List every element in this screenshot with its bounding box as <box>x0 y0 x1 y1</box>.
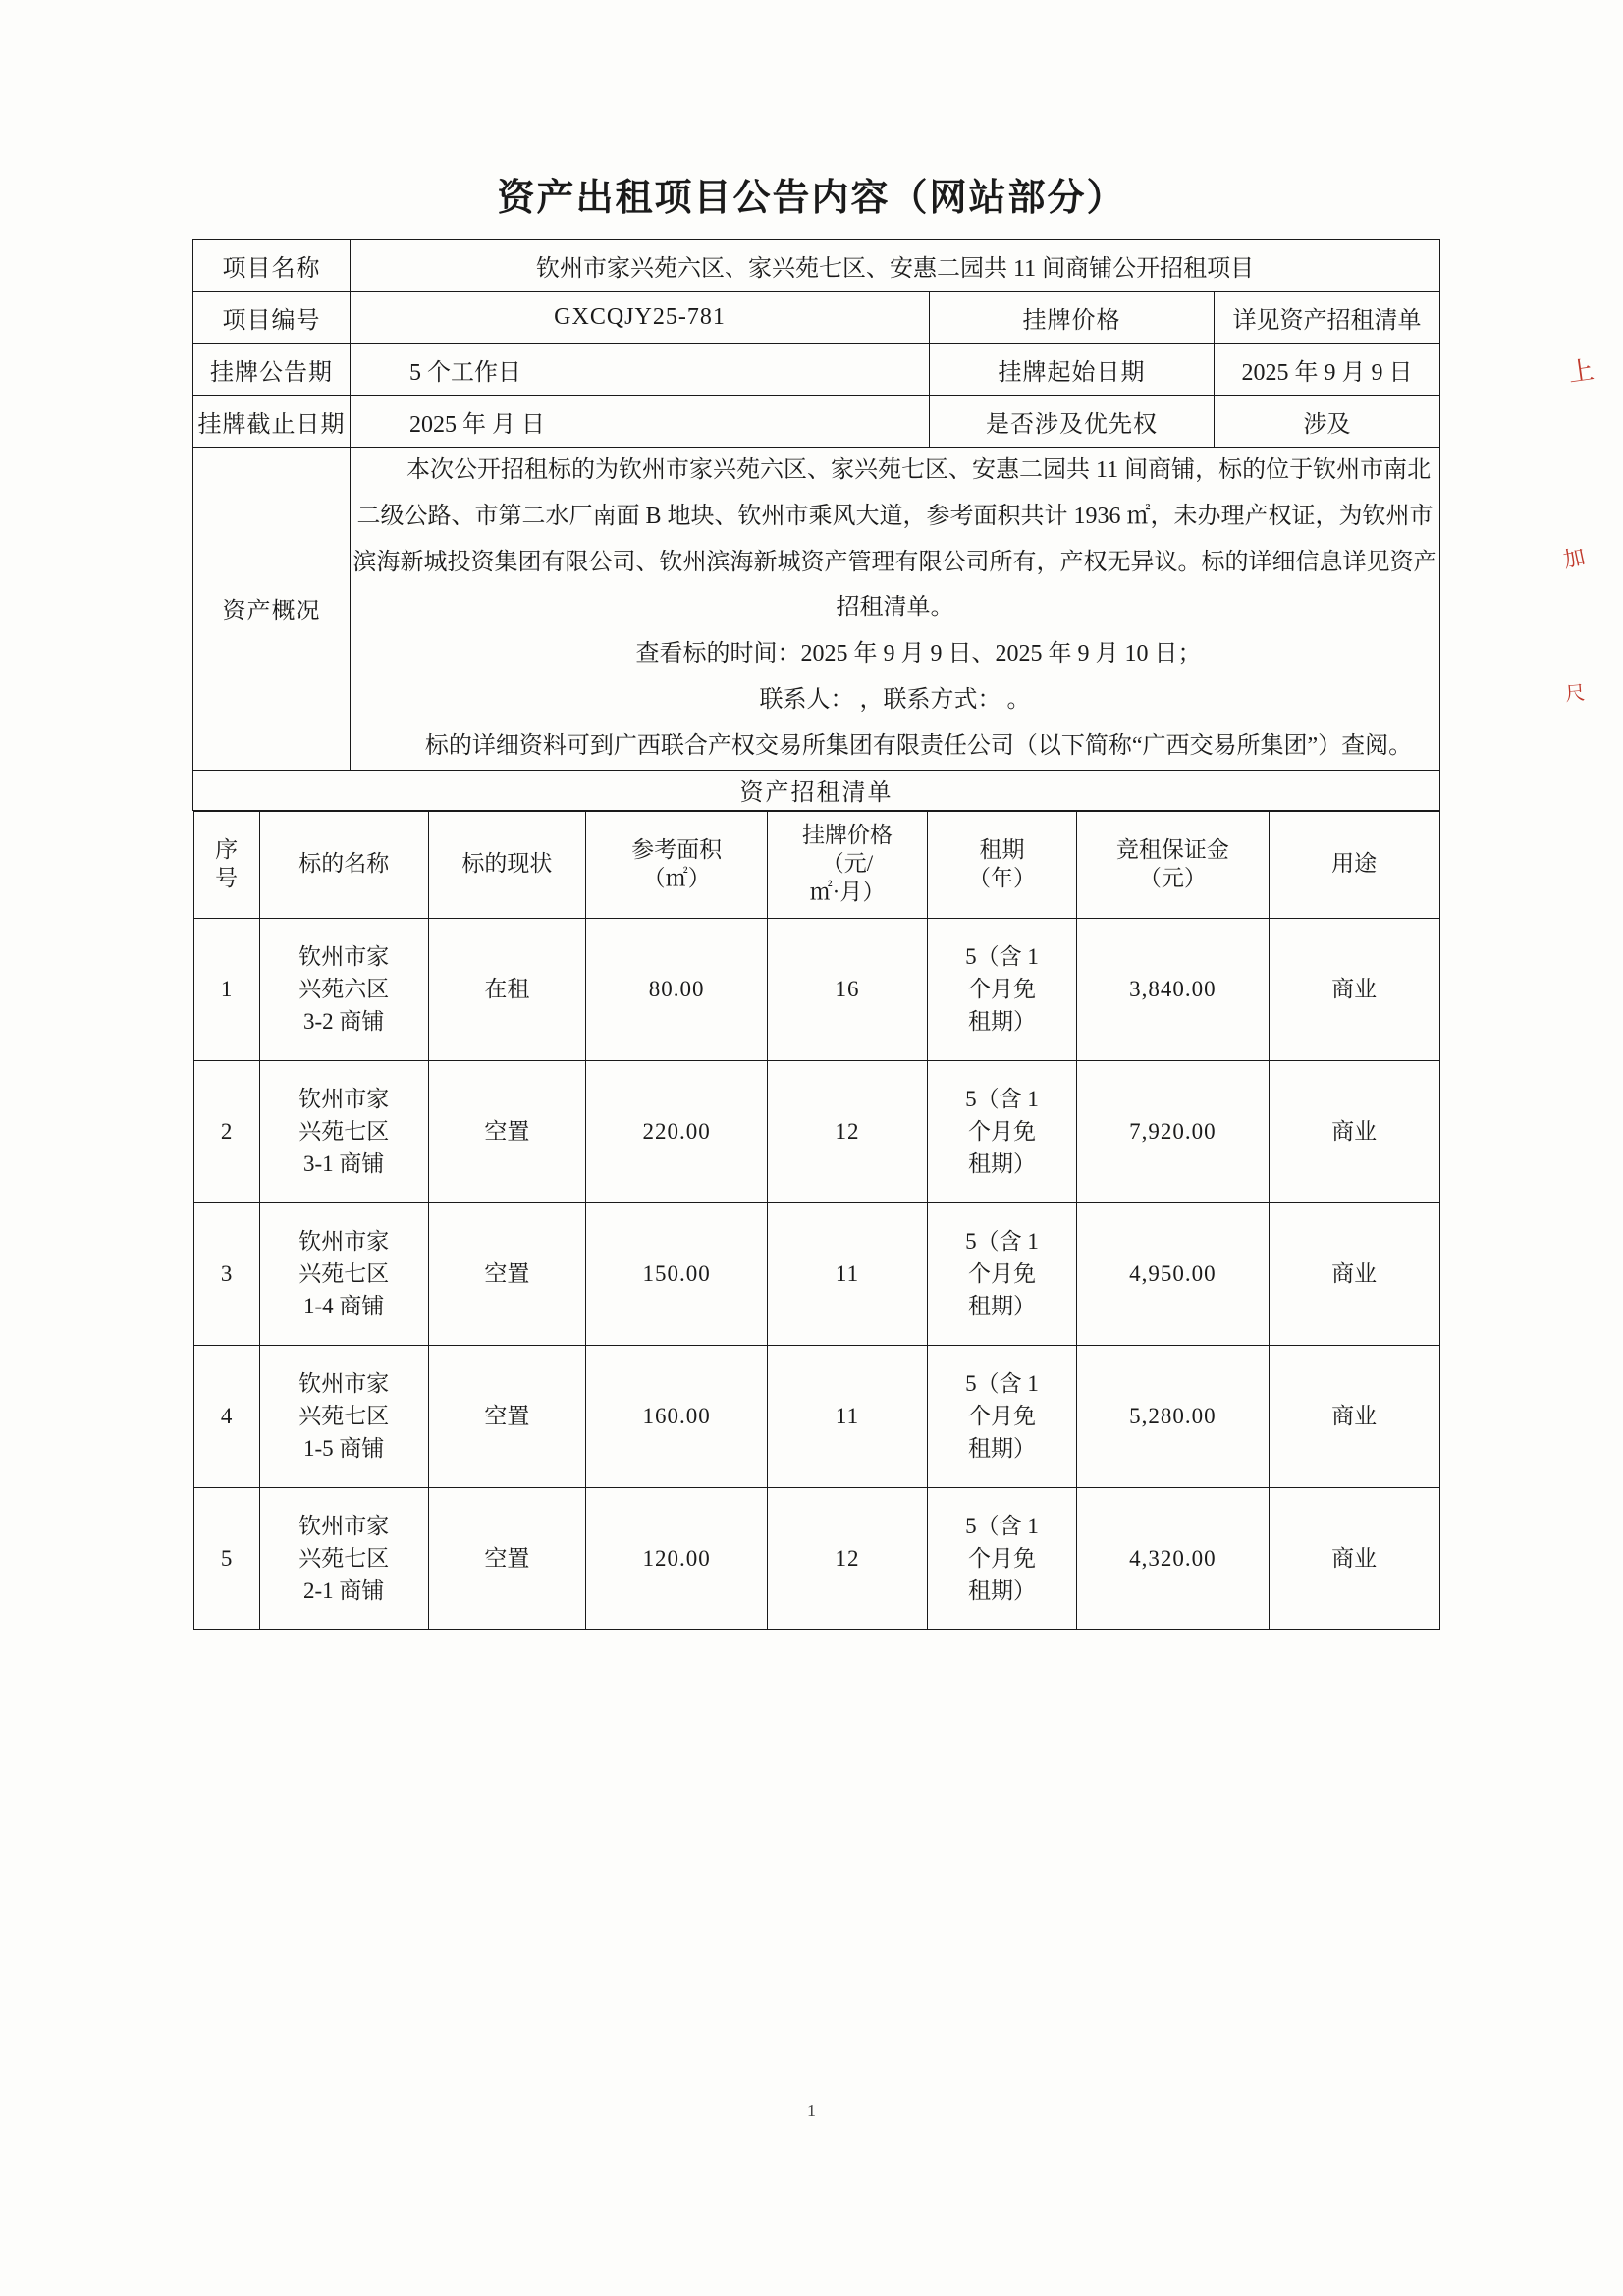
cell-name <box>259 1487 428 1629</box>
margin-annotation-2: 加 <box>1560 543 1588 572</box>
cell-area: 150.00 <box>586 1202 768 1345</box>
cell-name-line3: 1-5 商铺 <box>302 1436 385 1462</box>
cell-name-line2: 兴苑七区 <box>298 1545 390 1571</box>
notice-period-value: 5 个工作日 <box>351 344 930 396</box>
cell-name <box>259 1202 428 1345</box>
col-header-deposit <box>1077 811 1270 918</box>
table-row <box>193 1202 1439 1345</box>
announcement-table <box>192 239 1440 1630</box>
col-header-deposit-line1: 竞租保证金 <box>1115 836 1229 862</box>
cell-seq: 2 <box>193 1060 259 1202</box>
col-header-price-line1: 挂牌价格 <box>802 823 893 848</box>
col-header-status: 标的现状 <box>428 811 586 918</box>
cell-term <box>927 1202 1076 1345</box>
col-header-price-line2: （元/ <box>821 851 874 877</box>
project-name-value: 钦州市家兴苑六区、家兴苑七区、安惠二园共 11 间商铺公开招租项目 <box>351 240 1440 292</box>
cell-status: 空置 <box>428 1060 586 1202</box>
start-date-label: 挂牌起始日期 <box>930 344 1215 396</box>
page-number: 1 <box>807 2101 816 2120</box>
cell-name-line2: 兴苑七区 <box>298 1403 390 1428</box>
cell-term-line3: 租期） <box>968 1151 1037 1177</box>
cell-status: 空置 <box>428 1202 586 1345</box>
listing-price-value: 详见资产招租清单 <box>1215 292 1440 344</box>
asset-list-header-row <box>193 811 1439 918</box>
cell-deposit: 7,920.00 <box>1077 1060 1270 1202</box>
col-header-seq-line1: 序 <box>215 836 239 862</box>
overview-paragraph-4: 标的详细资料可到广西联合产权交易所集团有限责任公司（以下简称“广西交易所集团”）查阅。 <box>424 732 1413 759</box>
col-header-price-line3: ㎡·月） <box>809 879 886 904</box>
notice-period-label: 挂牌公告期 <box>193 344 351 396</box>
cell-term-line1: 5（含 1 <box>965 1086 1039 1111</box>
col-header-seq-line2: 号 <box>215 865 239 890</box>
table-row-asset-list-title <box>193 770 1440 810</box>
cell-price: 12 <box>768 1060 928 1202</box>
cell-term-line3: 租期） <box>968 1578 1037 1604</box>
cell-term <box>927 1345 1076 1487</box>
cell-usage: 商业 <box>1269 1345 1439 1487</box>
cell-deposit: 3,840.00 <box>1077 918 1270 1060</box>
cell-term-line3: 租期） <box>968 1294 1037 1319</box>
col-header-term-line2: （年） <box>968 865 1037 890</box>
table-row-project-name <box>193 240 1440 292</box>
overview-label: 资产概况 <box>193 448 351 771</box>
cell-term-line1: 5（含 1 <box>965 1513 1039 1538</box>
cell-term <box>927 918 1076 1060</box>
cell-term-line2: 个月免 <box>968 1545 1037 1571</box>
cell-status: 在租 <box>428 918 586 1060</box>
cell-name <box>259 1060 428 1202</box>
cell-name-line2: 兴苑七区 <box>298 1260 390 1286</box>
table-row <box>193 1487 1439 1629</box>
cell-name-line1: 钦州市家 <box>298 943 390 969</box>
table-row <box>193 1060 1439 1202</box>
end-date-value: 2025 年 月 日 <box>351 396 930 448</box>
col-header-term-line1: 租期 <box>979 836 1025 862</box>
cell-seq: 1 <box>193 918 259 1060</box>
priority-label: 是否涉及优先权 <box>930 396 1215 448</box>
table-row-project-code <box>193 292 1440 344</box>
overview-body <box>351 448 1440 771</box>
cell-term-line2: 个月免 <box>968 1403 1037 1428</box>
cell-area: 160.00 <box>586 1345 768 1487</box>
cell-name-line2: 兴苑七区 <box>298 1118 390 1144</box>
cell-seq: 5 <box>193 1487 259 1629</box>
cell-name-line1: 钦州市家 <box>298 1086 390 1111</box>
cell-term-line2: 个月免 <box>968 1260 1037 1286</box>
table-row-asset-list <box>193 810 1440 1630</box>
overview-paragraph-1: 本次公开招租标的为钦州市家兴苑六区、家兴苑七区、安惠二园共 11 间商铺，标的位于钦州市南北二级公路、市第二水厂南面 B 地块、钦州市乘风大道，参考面积共计 1936 ㎡，未办理产权证，为钦州市滨海新城投资集团有限公司、钦州滨海新城资产管理有限公司所有，产权无异议。标的详细信息详见资产招租清单。 <box>352 457 1437 621</box>
end-date-label: 挂牌截止日期 <box>193 396 351 448</box>
cell-usage: 商业 <box>1269 1202 1439 1345</box>
cell-price: 12 <box>768 1487 928 1629</box>
overview-paragraph-2: 查看标的时间：2025 年 9 月 9 日、2025 年 9 月 10 日； <box>635 641 1202 667</box>
col-header-deposit-line2: （元） <box>1138 865 1207 890</box>
margin-annotation-3: 尺 <box>1564 682 1587 706</box>
cell-deposit: 4,950.00 <box>1077 1202 1270 1345</box>
col-header-name: 标的名称 <box>259 811 428 918</box>
table-row <box>193 1345 1439 1487</box>
project-name-label: 项目名称 <box>193 240 351 292</box>
col-header-term <box>927 811 1076 918</box>
cell-seq: 4 <box>193 1345 259 1487</box>
cell-term-line1: 5（含 1 <box>965 1228 1039 1254</box>
cell-status: 空置 <box>428 1487 586 1629</box>
cell-name <box>259 1345 428 1487</box>
priority-value: 涉及 <box>1215 396 1440 448</box>
margin-annotation-1: 上 <box>1566 355 1596 388</box>
col-header-area-line2: （㎡） <box>642 865 711 890</box>
page-title: 资产出租项目公告内容（网站部分） <box>497 178 1126 219</box>
col-header-area-line1: 参考面积 <box>631 836 723 862</box>
cell-name-line1: 钦州市家 <box>298 1228 390 1254</box>
cell-name-line3: 1-4 商铺 <box>302 1294 385 1319</box>
table-row-end-date <box>193 396 1440 448</box>
cell-term-line1: 5（含 1 <box>965 1370 1039 1396</box>
cell-term <box>927 1487 1076 1629</box>
cell-area: 120.00 <box>586 1487 768 1629</box>
cell-term <box>927 1060 1076 1202</box>
col-header-area <box>586 811 768 918</box>
cell-name-line3: 2-1 商铺 <box>302 1578 385 1604</box>
overview-paragraph-3: 联系人： ，联系方式： 。 <box>759 686 1031 713</box>
cell-term-line2: 个月免 <box>968 976 1037 1001</box>
asset-list-table <box>193 811 1440 1630</box>
listing-price-label: 挂牌价格 <box>930 292 1215 344</box>
cell-name-line1: 钦州市家 <box>298 1513 390 1538</box>
cell-price: 11 <box>768 1202 928 1345</box>
cell-price: 16 <box>768 918 928 1060</box>
cell-deposit: 5,280.00 <box>1077 1345 1270 1487</box>
cell-term-line2: 个月免 <box>968 1118 1037 1144</box>
cell-name <box>259 918 428 1060</box>
table-row <box>193 918 1439 1060</box>
cell-price: 11 <box>768 1345 928 1487</box>
cell-status: 空置 <box>428 1345 586 1487</box>
cell-usage: 商业 <box>1269 918 1439 1060</box>
table-row-overview <box>193 448 1440 771</box>
cell-area: 220.00 <box>586 1060 768 1202</box>
col-header-usage: 用途 <box>1269 811 1439 918</box>
cell-deposit: 4,320.00 <box>1077 1487 1270 1629</box>
cell-name-line2: 兴苑六区 <box>298 976 390 1001</box>
cell-usage: 商业 <box>1269 1487 1439 1629</box>
project-code-value: GXCQJY25-781 <box>351 292 930 344</box>
col-header-price <box>768 811 928 918</box>
cell-usage: 商业 <box>1269 1060 1439 1202</box>
cell-name-line3: 3-2 商铺 <box>302 1009 385 1035</box>
asset-list-title: 资产招租清单 <box>193 770 1440 810</box>
cell-term-line1: 5（含 1 <box>965 943 1039 969</box>
start-date-value: 2025 年 9 月 9 日 <box>1215 344 1440 396</box>
cell-term-line3: 租期） <box>968 1436 1037 1462</box>
cell-name-line3: 3-1 商铺 <box>302 1151 385 1177</box>
project-code-label: 项目编号 <box>193 292 351 344</box>
cell-term-line3: 租期） <box>968 1009 1037 1035</box>
col-header-seq <box>193 811 259 918</box>
cell-name-line1: 钦州市家 <box>298 1370 390 1396</box>
cell-area: 80.00 <box>586 918 768 1060</box>
table-row-notice-period <box>193 344 1440 396</box>
cell-seq: 3 <box>193 1202 259 1345</box>
